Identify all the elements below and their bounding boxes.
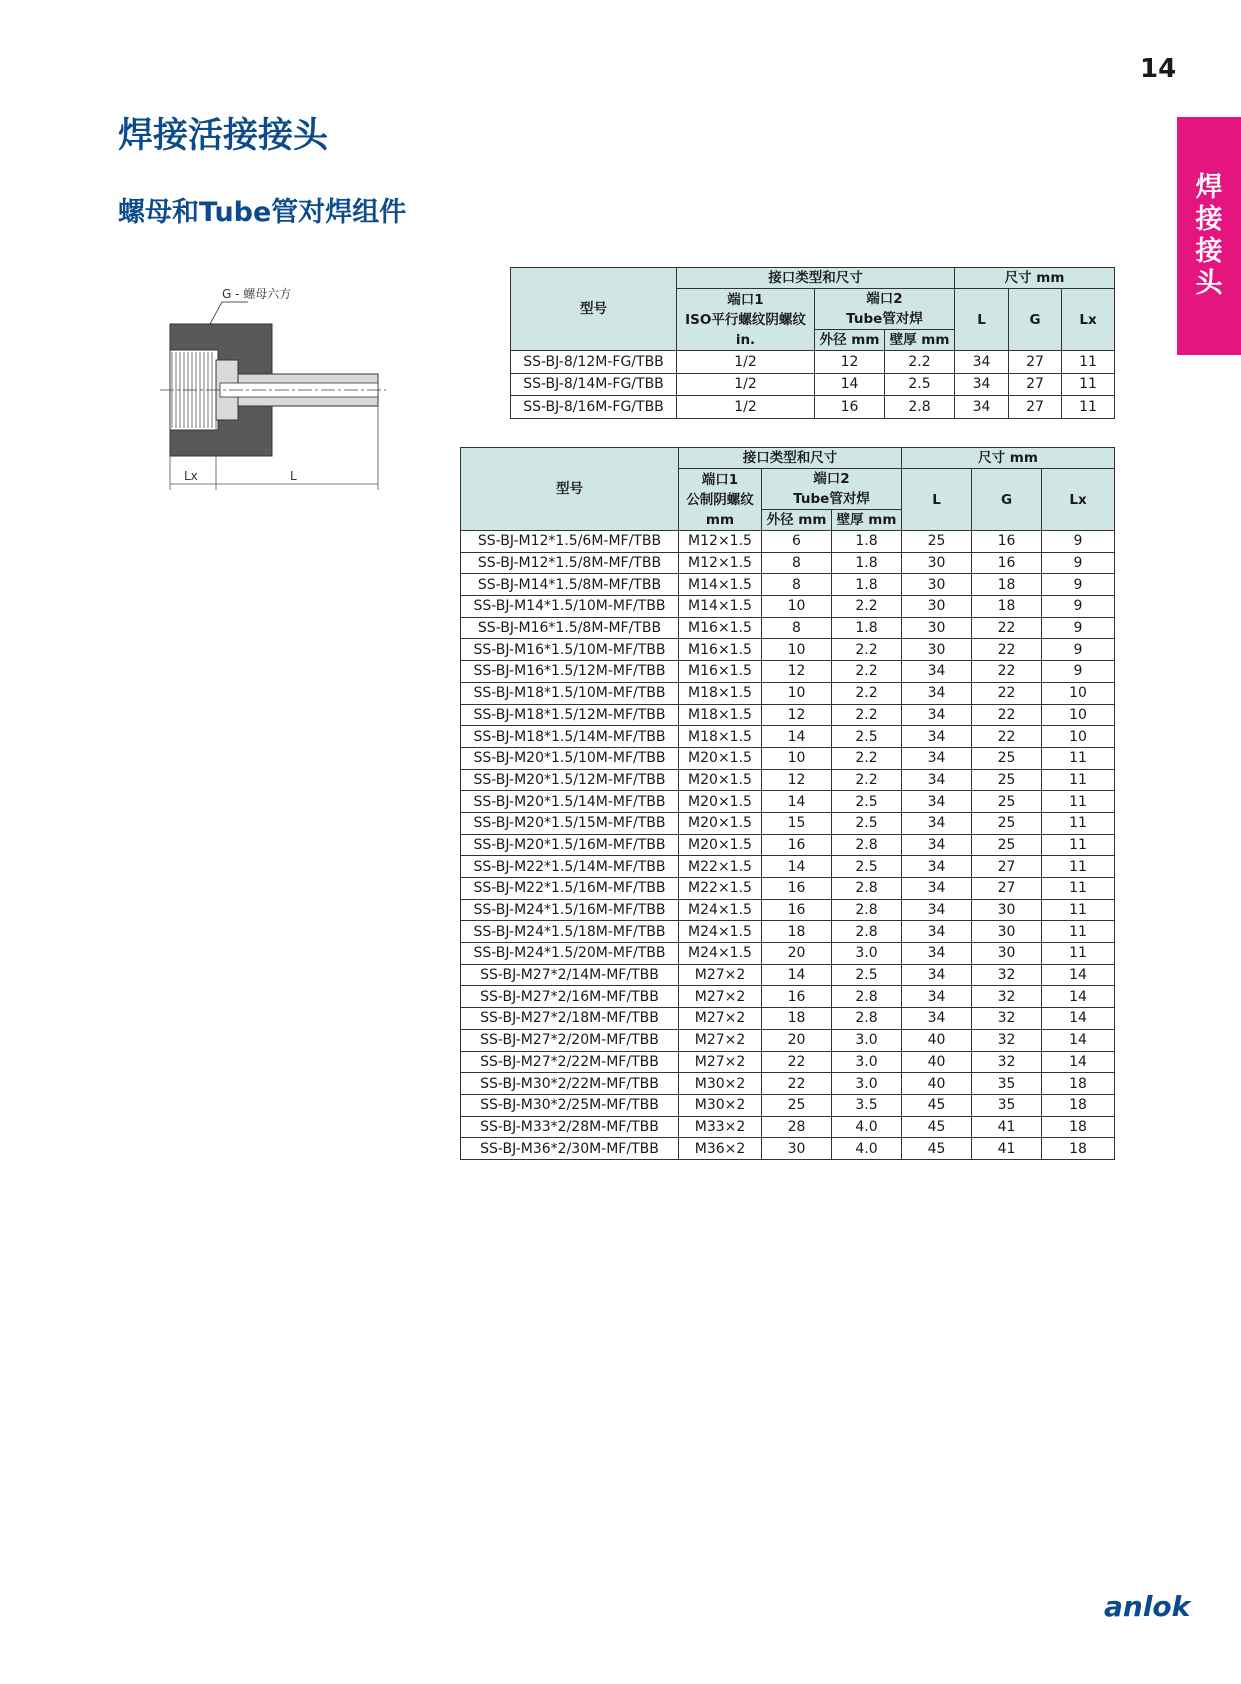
table-cell: 22 [972,726,1042,748]
table-cell: 2.8 [832,878,902,900]
table-row [461,986,1115,1008]
table-cell: 18 [1042,1094,1115,1116]
header-L: L [902,469,972,531]
table-cell: 11 [1042,834,1115,856]
section-subtitle: 螺母和Tube管对焊组件 [118,197,407,228]
table-cell: 25 [902,531,972,553]
table-cell: 10 [762,639,832,661]
table-row [461,639,1115,661]
table-cell: M36×2 [679,1138,762,1160]
table-cell: 18 [972,574,1042,596]
header-model: 型号 [511,268,677,351]
table-cell: 34 [955,396,1009,419]
table-cell: M24×1.5 [679,899,762,921]
table-row [461,726,1115,748]
table-cell: 30 [902,574,972,596]
table-row [511,396,1115,419]
table-cell: 11 [1042,747,1115,769]
table-cell: 16 [762,878,832,900]
table-cell: SS-BJ-M33*2/28M-MF/TBB [461,1116,679,1138]
table-cell: 18 [762,921,832,943]
table-cell: 34 [902,986,972,1008]
table-cell: M12×1.5 [679,531,762,553]
table-cell: 22 [972,682,1042,704]
table-cell: 30 [902,617,972,639]
table-cell: M33×2 [679,1116,762,1138]
table-cell: 11 [1062,396,1115,419]
table-cell: 9 [1042,661,1115,683]
table-cell: SS-BJ-M18*1.5/14M-MF/TBB [461,726,679,748]
table-cell: SS-BJ-8/12M-FG/TBB [511,351,677,374]
table-cell: 32 [972,1008,1042,1030]
table-cell: 34 [902,943,972,965]
table-row [461,1116,1115,1138]
table-cell: 2.8 [832,899,902,921]
table-cell: 18 [1042,1116,1115,1138]
header-Lx: Lx [1042,469,1115,531]
table-row [461,1029,1115,1051]
table-cell: 45 [902,1138,972,1160]
header-G: G [1009,289,1062,351]
table-cell: SS-BJ-M16*1.5/10M-MF/TBB [461,639,679,661]
table-cell: M16×1.5 [679,617,762,639]
table-cell: SS-BJ-M30*2/25M-MF/TBB [461,1094,679,1116]
table-cell: M27×2 [679,1051,762,1073]
table-row [461,1073,1115,1095]
table-cell: SS-BJ-M27*2/18M-MF/TBB [461,1008,679,1030]
table-cell: 1.8 [832,574,902,596]
table-cell: 25 [762,1094,832,1116]
table-cell: 11 [1062,373,1115,396]
table-row [461,531,1115,553]
table-cell: 2.8 [832,986,902,1008]
table-cell: SS-BJ-M20*1.5/10M-MF/TBB [461,747,679,769]
header-wall: 壁厚 mm [885,330,955,351]
table-row [461,769,1115,791]
table-cell: SS-BJ-M16*1.5/8M-MF/TBB [461,617,679,639]
table-cell: M27×2 [679,1029,762,1051]
brand-logo: anlok [1104,1590,1191,1623]
table-cell: SS-BJ-8/16M-FG/TBB [511,396,677,419]
table-cell: 2.2 [832,704,902,726]
table-cell: SS-BJ-M18*1.5/10M-MF/TBB [461,682,679,704]
table-cell: 1.8 [832,552,902,574]
header-od: 外径 mm [762,510,832,531]
table-cell: M18×1.5 [679,726,762,748]
table-cell: M20×1.5 [679,834,762,856]
table-cell: 40 [902,1029,972,1051]
table-cell: 30 [972,943,1042,965]
table-row [461,617,1115,639]
table-cell: 2.2 [832,661,902,683]
table-cell: SS-BJ-M24*1.5/18M-MF/TBB [461,921,679,943]
table-row [461,552,1115,574]
table-row [461,1094,1115,1116]
table-cell: 16 [815,396,885,419]
table-cell: 32 [972,964,1042,986]
table-cell: 2.8 [885,396,955,419]
table-cell: 2.2 [832,747,902,769]
table-cell: 45 [902,1116,972,1138]
table-row [461,856,1115,878]
table-cell: 11 [1042,812,1115,834]
table-cell: 11 [1042,791,1115,813]
table-cell: 34 [902,661,972,683]
table-cell: 30 [762,1138,832,1160]
table-cell: 3.0 [832,1073,902,1095]
table-cell: 11 [1042,878,1115,900]
table-cell: 16 [972,552,1042,574]
table-cell: 32 [972,1029,1042,1051]
table-row [461,899,1115,921]
table-cell: 41 [972,1116,1042,1138]
table-cell: 9 [1042,574,1115,596]
table-cell: M16×1.5 [679,639,762,661]
header-interface: 接口类型和尺寸 [679,448,902,469]
spec-table-inch [510,267,1115,419]
header-G: G [972,469,1042,531]
table-row [461,596,1115,618]
table-cell: M22×1.5 [679,856,762,878]
table-row [461,943,1115,965]
header-od: 外径 mm [815,330,885,351]
table-cell: M27×2 [679,1008,762,1030]
page-number: 14 [1140,54,1177,84]
table-cell: SS-BJ-M14*1.5/10M-MF/TBB [461,596,679,618]
table-row [511,351,1115,374]
table-cell: SS-BJ-M27*2/16M-MF/TBB [461,986,679,1008]
table-cell: 34 [902,682,972,704]
header-port1: 端口1 ISO平行螺纹阴螺纹 in. [677,289,815,351]
table-cell: 45 [902,1094,972,1116]
table-cell: 22 [972,661,1042,683]
table-cell: 10 [762,596,832,618]
table-row [461,964,1115,986]
table-cell: 14 [1042,1051,1115,1073]
table-cell: 25 [972,834,1042,856]
table-cell: 9 [1042,531,1115,553]
table-cell: 30 [972,921,1042,943]
header-Lx: Lx [1062,289,1115,351]
table-cell: 9 [1042,639,1115,661]
table-row [461,812,1115,834]
table-cell: 34 [902,834,972,856]
table-cell: SS-BJ-M27*2/14M-MF/TBB [461,964,679,986]
table-cell: 2.2 [832,596,902,618]
table-cell: 25 [972,769,1042,791]
table-cell: 8 [762,574,832,596]
table-cell: 14 [762,791,832,813]
header-wall: 壁厚 mm [832,510,902,531]
table-cell: 40 [902,1073,972,1095]
table-cell: SS-BJ-M14*1.5/8M-MF/TBB [461,574,679,596]
table-cell: 10 [1042,704,1115,726]
table-cell: SS-BJ-M20*1.5/16M-MF/TBB [461,834,679,856]
table-row [461,682,1115,704]
table-cell: 8 [762,552,832,574]
table-cell: 27 [1009,373,1062,396]
table-cell: 34 [902,964,972,986]
table-cell: SS-BJ-M18*1.5/12M-MF/TBB [461,704,679,726]
table-cell: 11 [1042,921,1115,943]
table-row [461,704,1115,726]
table-cell: 34 [902,769,972,791]
table-cell: 10 [1042,726,1115,748]
table-cell: 10 [1042,682,1115,704]
header-dimensions: 尺寸 mm [902,448,1115,469]
table-cell: 1.8 [832,531,902,553]
table-cell: 30 [902,639,972,661]
table-cell: 2.5 [832,812,902,834]
table-cell: 2.8 [832,921,902,943]
table-row [461,661,1115,683]
section-tab-char: 接 [1195,204,1223,235]
table-cell: M20×1.5 [679,769,762,791]
table-cell: SS-BJ-M30*2/22M-MF/TBB [461,1073,679,1095]
table-cell: 30 [902,552,972,574]
table-cell: 32 [972,986,1042,1008]
table-row [461,921,1115,943]
table-cell: 20 [762,1029,832,1051]
table-cell: SS-BJ-M20*1.5/12M-MF/TBB [461,769,679,791]
table-cell: 2.5 [885,373,955,396]
table-cell: M30×2 [679,1073,762,1095]
table-cell: M20×1.5 [679,747,762,769]
section-tab-char: 接 [1195,236,1223,267]
table-cell: M27×2 [679,986,762,1008]
table-cell: SS-BJ-M36*2/30M-MF/TBB [461,1138,679,1160]
table-cell: 3.5 [832,1094,902,1116]
table-cell: 22 [972,639,1042,661]
table-cell: 16 [972,531,1042,553]
table-cell: 2.5 [832,791,902,813]
table-cell: 15 [762,812,832,834]
spec-table-metric [460,447,1115,1160]
table-cell: 1.8 [832,617,902,639]
table-cell: 11 [1042,943,1115,965]
g-label: G - 螺母六方 [222,287,292,301]
table-cell: 34 [902,812,972,834]
table-cell: 3.0 [832,1029,902,1051]
table-cell: 2.2 [832,769,902,791]
table-cell: M24×1.5 [679,921,762,943]
l-label: L [290,469,297,483]
table-cell: 10 [762,747,832,769]
section-tab [1177,117,1241,355]
table-cell: 12 [762,769,832,791]
table2-body [461,531,1115,1160]
page-title: 焊接活接接头 [118,116,329,156]
table-cell: 12 [762,704,832,726]
table-cell: 14 [762,856,832,878]
table-cell: 40 [902,1051,972,1073]
table-cell: 27 [1009,396,1062,419]
table-cell: 34 [902,726,972,748]
table-cell: 2.5 [832,856,902,878]
table-cell: M22×1.5 [679,878,762,900]
table-cell: 14 [1042,1008,1115,1030]
table-row [461,1008,1115,1030]
table-cell: 34 [955,351,1009,374]
table-cell: 22 [972,704,1042,726]
table-cell: 32 [972,1051,1042,1073]
table-row [511,373,1115,396]
table-cell: SS-BJ-M22*1.5/16M-MF/TBB [461,878,679,900]
header-L: L [955,289,1009,351]
table-row [461,791,1115,813]
table-cell: 14 [1042,964,1115,986]
table-cell: 1/2 [677,351,815,374]
table-cell: M20×1.5 [679,791,762,813]
table-cell: 27 [972,878,1042,900]
table-cell: 11 [1062,351,1115,374]
table-cell: 34 [902,921,972,943]
table-cell: M18×1.5 [679,682,762,704]
table-cell: 30 [972,899,1042,921]
table-cell: 18 [1042,1138,1115,1160]
header-model: 型号 [461,448,679,531]
table-cell: SS-BJ-M22*1.5/14M-MF/TBB [461,856,679,878]
table-cell: 11 [1042,769,1115,791]
table-cell: 35 [972,1073,1042,1095]
table-cell: SS-BJ-M24*1.5/20M-MF/TBB [461,943,679,965]
table-cell: 18 [762,1008,832,1030]
table-cell: 2.2 [885,351,955,374]
table-cell: 2.5 [832,726,902,748]
table-cell: 25 [972,791,1042,813]
table-cell: 6 [762,531,832,553]
section-tab-char: 焊 [1195,172,1223,203]
table-cell: M30×2 [679,1094,762,1116]
table-row [461,834,1115,856]
table-cell: 2.2 [832,682,902,704]
table-cell: SS-BJ-M12*1.5/8M-MF/TBB [461,552,679,574]
table-cell: 41 [972,1138,1042,1160]
table-row [461,1138,1115,1160]
section-tab-char: 头 [1195,268,1223,299]
header-port2: 端口2 Tube管对焊 [762,469,902,510]
table-cell: SS-BJ-8/14M-FG/TBB [511,373,677,396]
g-leader-line [210,302,248,324]
table-cell: 20 [762,943,832,965]
table-cell: 9 [1042,552,1115,574]
table-cell: 22 [762,1051,832,1073]
table-cell: M27×2 [679,964,762,986]
table-cell: 18 [1042,1073,1115,1095]
table-cell: 3.0 [832,1051,902,1073]
table-cell: 16 [762,986,832,1008]
table-cell: 2.5 [832,964,902,986]
table-cell: 30 [902,596,972,618]
table-cell: M18×1.5 [679,704,762,726]
table-cell: SS-BJ-M16*1.5/12M-MF/TBB [461,661,679,683]
table-cell: 1/2 [677,396,815,419]
table-cell: 25 [972,812,1042,834]
table-cell: 35 [972,1094,1042,1116]
table-cell: 4.0 [832,1116,902,1138]
table-cell: 34 [902,1008,972,1030]
table-row [461,1051,1115,1073]
table-cell: 25 [972,747,1042,769]
table-cell: 2.8 [832,1008,902,1030]
table-cell: 2.2 [832,639,902,661]
table-cell: 14 [1042,986,1115,1008]
table-cell: M16×1.5 [679,661,762,683]
header-dimensions: 尺寸 mm [955,268,1115,289]
table-cell: 11 [1042,899,1115,921]
table-cell: M14×1.5 [679,596,762,618]
table-cell: 16 [762,834,832,856]
header-port2: 端口2 Tube管对焊 [815,289,955,330]
table-cell: 18 [972,596,1042,618]
table-cell: SS-BJ-M20*1.5/15M-MF/TBB [461,812,679,834]
table-cell: 12 [762,661,832,683]
table-row [461,747,1115,769]
table-cell: 14 [762,726,832,748]
table-cell: SS-BJ-M27*2/20M-MF/TBB [461,1029,679,1051]
table-cell: 14 [1042,1029,1115,1051]
table-cell: 1/2 [677,373,815,396]
table-cell: SS-BJ-M20*1.5/14M-MF/TBB [461,791,679,813]
table-cell: 16 [762,899,832,921]
table-cell: 28 [762,1116,832,1138]
table-cell: 10 [762,682,832,704]
header-interface: 接口类型和尺寸 [677,268,955,289]
table-cell: 14 [815,373,885,396]
table-cell: 34 [902,899,972,921]
table-cell: 12 [815,351,885,374]
table-cell: SS-BJ-M12*1.5/6M-MF/TBB [461,531,679,553]
table-row [461,574,1115,596]
table-cell: 27 [1009,351,1062,374]
table-cell: 27 [972,856,1042,878]
table-cell: 34 [955,373,1009,396]
table-cell: 34 [902,878,972,900]
table-cell: 34 [902,791,972,813]
table-cell: 2.8 [832,834,902,856]
table-cell: 11 [1042,856,1115,878]
table-row [461,878,1115,900]
table-cell: SS-BJ-M24*1.5/16M-MF/TBB [461,899,679,921]
table-cell: M20×1.5 [679,812,762,834]
table-cell: 14 [762,964,832,986]
fitting-drawing [160,284,390,504]
table-cell: 9 [1042,596,1115,618]
table1-body [511,351,1115,419]
table-cell: 34 [902,747,972,769]
table-cell: M12×1.5 [679,552,762,574]
table-cell: SS-BJ-M27*2/22M-MF/TBB [461,1051,679,1073]
table-cell: M14×1.5 [679,574,762,596]
lx-label: Lx [184,469,198,483]
table-cell: 4.0 [832,1138,902,1160]
table-cell: 9 [1042,617,1115,639]
table-cell: 34 [902,704,972,726]
table-cell: 22 [972,617,1042,639]
table-cell: 3.0 [832,943,902,965]
header-port1: 端口1 公制阴螺纹 mm [679,469,762,531]
table-cell: 34 [902,856,972,878]
table-cell: 22 [762,1073,832,1095]
table-cell: 8 [762,617,832,639]
table-cell: M24×1.5 [679,943,762,965]
